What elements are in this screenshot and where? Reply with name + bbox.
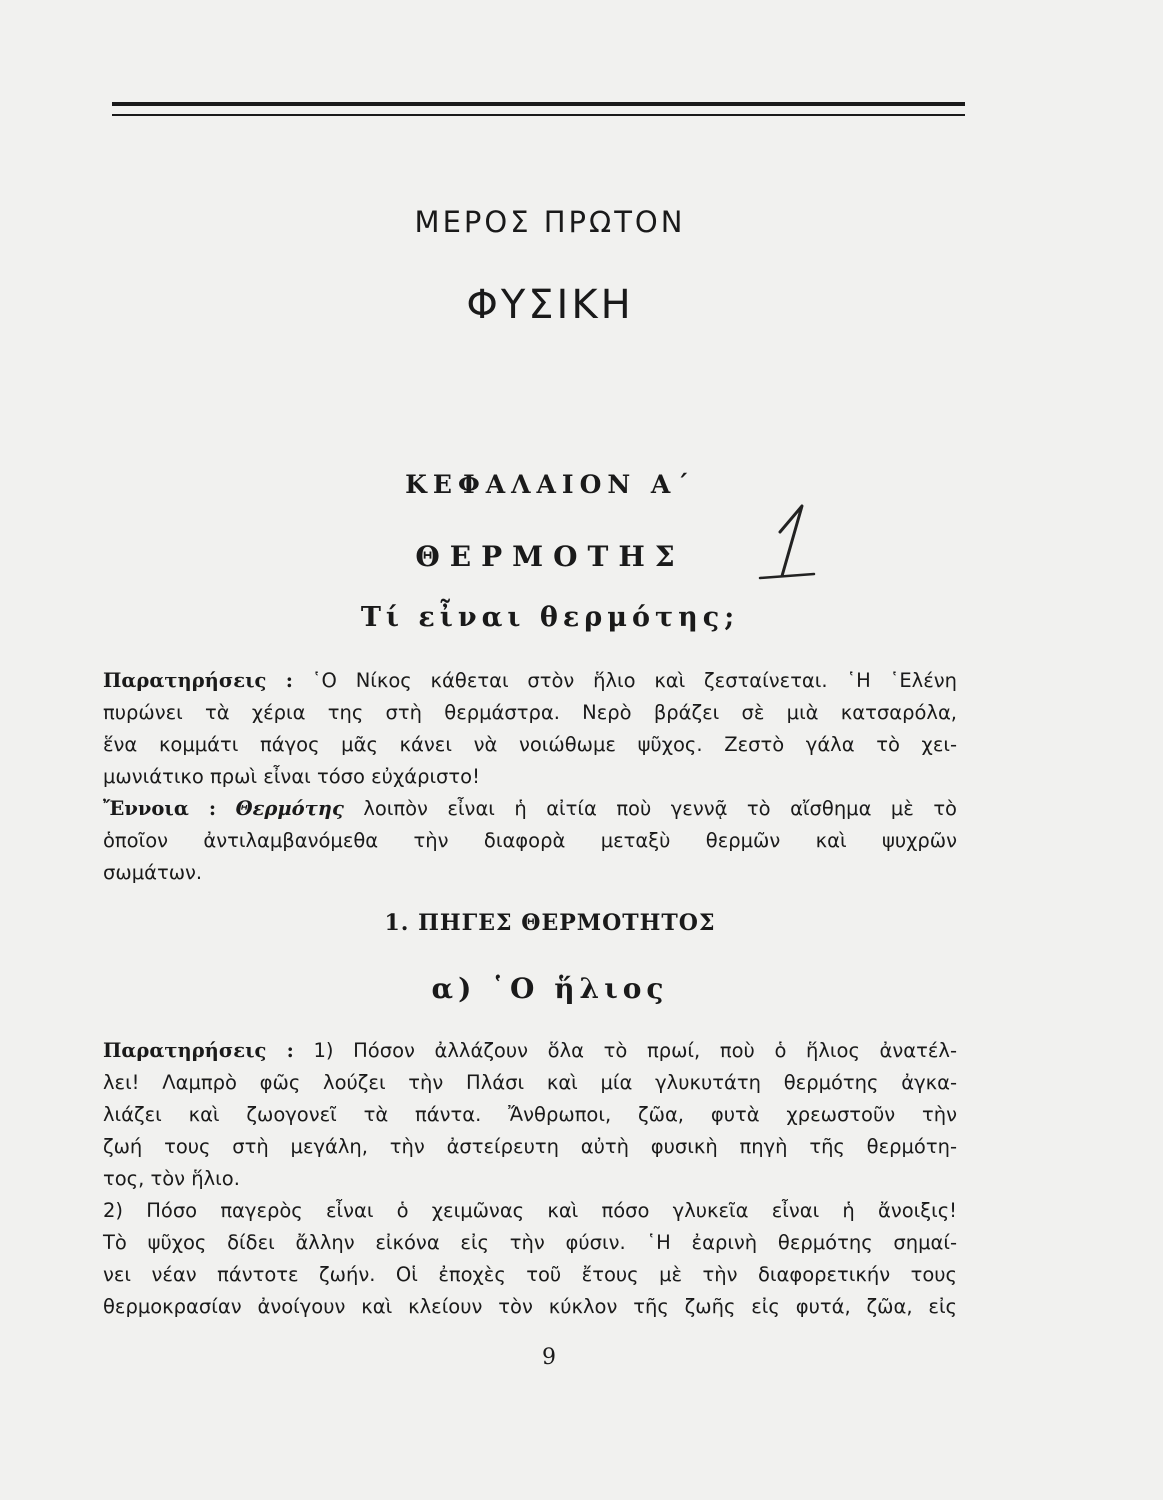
text-line: ἕνα κομμάτι πάγος μᾶς κάνει νὰ νοιώθωμε ψῦχος. Ζεστὸ γάλα τὸ χει- bbox=[103, 733, 957, 756]
subject-title: ΦΥΣΙΚΗ bbox=[466, 282, 634, 328]
text-line: 2) Πόσο παγερὸς εἶναι ὁ χειμῶνας καὶ πόσο γλυκεῖα εἶναι ἡ ἄνοιξις! bbox=[103, 1199, 957, 1222]
chapter-title: ΚΕΦΑΛΑΙΟΝ Α΄ bbox=[405, 470, 695, 499]
text-line: πυρώνει τὰ χέρια της στὴ θερμάστρα. Νερὸ βράζει σὲ μιὰ κατσαρόλα, bbox=[103, 701, 957, 724]
observations-label: Παρατηρήσεις : bbox=[103, 669, 293, 692]
concept-label: Ἔννοια : bbox=[103, 797, 217, 820]
concept-term: Θερμότης bbox=[235, 797, 344, 820]
text-line: λιάζει καὶ ζωογονεῖ τὰ πάντα. Ἄνθρωποι, ζῶα, φυτὰ χρεωστοῦν τὴν bbox=[103, 1103, 957, 1126]
text-line: Παρατηρήσεις : 1) Πόσον ἀλλάζουν ὅλα τὸ πρωί, ποὺ ὁ ἥλιος ἀνατέλ- bbox=[103, 1039, 957, 1062]
text-line: θερμοκρασίαν ἀνοίγουν καὶ κλείουν τὸν κύκλον τῆς ζωῆς εἰς φυτά, ζῶα, εἰς bbox=[103, 1295, 957, 1318]
text-line: Ἔννοια : Θερμότης λοιπὸν εἶναι ἡ αἰτία ποὺ γεννᾷ τὸ αἴσθημα μὲ τὸ bbox=[103, 797, 957, 820]
text-line: μωνιάτικο πρωὶ εἶναι τόσο εὐχάριστο! bbox=[103, 765, 480, 788]
topic-title: ΘΕΡΜΟΤΗΣ bbox=[415, 540, 685, 573]
text-line: ζωή τους στὴ μεγάλη, τὴν ἀστείρευτη αὐτὴ φυσικὴ πηγὴ τῆς θερμότη- bbox=[103, 1135, 957, 1158]
observations-label: Παρατηρήσεις : bbox=[103, 1039, 294, 1062]
text-line: Παρατηρήσεις : ῾Ο Νίκος κάθεται στὸν ἥλιο καὶ ζεσταίνεται. ῾Η ῾Ελένη bbox=[103, 669, 958, 692]
text-line: Τὸ ψῦχος δίδει ἄλλην εἰκόνα εἰς τὴν φύσιν. ῾Η ἐαρινὴ θερμότης σημαί- bbox=[103, 1231, 957, 1254]
top-rule-thin bbox=[112, 114, 965, 116]
text-line: τος, τὸν ἥλιο. bbox=[103, 1167, 240, 1190]
subsection-title: α) ῾Ο ἥλιος bbox=[431, 972, 669, 1005]
text-line: ὁποῖον ἀντιλαμβανόμεθα τὴν διαφορὰ μεταξὺ θερμῶν καὶ ψυχρῶν bbox=[103, 829, 957, 852]
part-title: ΜΕΡΟΣ ΠΡΩΤΟΝ bbox=[414, 205, 686, 239]
text-line: νει νέαν πάντοτε ζωήν. Οἱ ἐποχὲς τοῦ ἔτους μὲ τὴν διαφορετικήν τους bbox=[103, 1263, 957, 1286]
text-line: σωμάτων. bbox=[103, 861, 203, 884]
text-line: λει! Λαμπρὸ φῶς λούζει τὴν Πλάσι καὶ μία γλυκυτάτη θερμότης ἀγκα- bbox=[103, 1071, 957, 1094]
section-title: 1. ΠΗΓΕΣ ΘΕΡΜΟΤΗΤΟΣ bbox=[384, 910, 716, 936]
top-rule-thick bbox=[112, 102, 965, 106]
question-title: Τί εἶναι θερμότης; bbox=[360, 602, 740, 633]
page-number: 9 bbox=[542, 1345, 556, 1370]
handwritten-page-mark bbox=[752, 498, 822, 588]
